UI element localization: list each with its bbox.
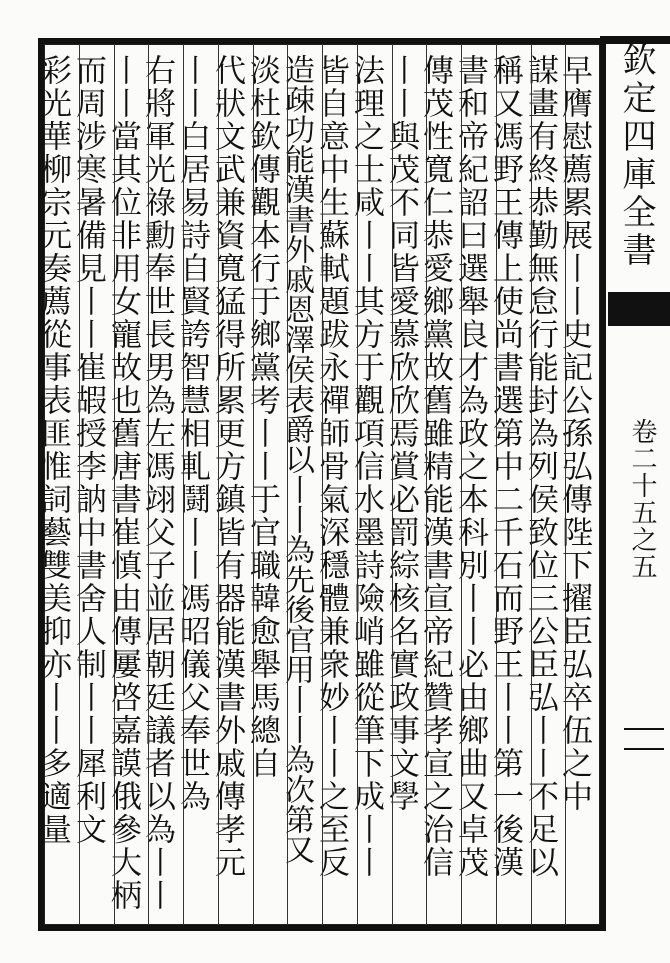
text-column: 而周涉寒暑備見丨丨崔嘏授李訥中書舍人制丨丨犀利文 [70,54,106,846]
column-rule [114,44,115,925]
text-column: 代狀文武兼資寬猛得所累更方鎮皆有器能漢書外戚傳孝元 [209,54,245,879]
column-rule [322,44,323,925]
text-column: 右將軍光祿勳奉世長男為左馮翊父子並居朝廷議者以為丨丨 [139,54,175,912]
text-column: 丨丨白居易詩自賢誇智慧相軋鬪丨丨馮昭儀父奉世為 [174,54,210,813]
margin-tick-mark [624,748,664,750]
text-column: 書和帝紀詔曰選舉良才為政之本科別丨丨必由鄉曲又卓茂 [452,54,488,879]
column-rule [148,44,149,925]
column-rule [357,44,358,925]
fold-tab-mark [608,292,670,326]
text-column: 丨丨當其位非用女寵故也舊唐書崔慎由傳屢啓嘉謨俄參大柄 [105,54,141,912]
text-column: 早膺慰薦累展丨丨史記公孫弘傳陛下擢臣弘卒伍之中 [556,54,592,813]
text-column: 淡杜欽傳觀本行于鄉黨考丨丨于官職韓愈舉馬總自 [244,54,280,780]
text-column: 謀畫有終恭勤無怠行能封為列侯致位三公臣弘丨丨不足以 [522,54,558,879]
column-rule [79,44,80,925]
volume-label: 卷二十五之五 [627,418,657,580]
column-rule [426,44,427,925]
column-rule [461,44,462,925]
column-rule [218,44,219,925]
text-column: 彩光華柳宗元奏薦從事表匪惟詞藝雙美抑亦丨丨多適量 [35,54,71,846]
text-column: 法理之士咸丨丨其方于觀項信水墨詩險峭雖從筆下成丨丨 [348,54,384,879]
column-rule [253,44,254,925]
text-column: 造疎功能漢書外戚恩澤侯表爵以丨丨為先後官用丨丨為次第又 [279,54,314,864]
column-rule [183,44,184,925]
column-rule [531,44,532,925]
text-column: 傳茂性寬仁恭愛鄉黨故舊雖精能漢書宣帝紀贊孝宣之治信 [417,54,453,879]
header-title: 欽定四庫全書 [616,42,656,270]
text-column: 稱又馮野王傳上使尚書選第中二千石而野王丨丨第一後漢 [487,54,523,879]
margin-tick-mark [624,728,664,730]
text-column: 丨丨與茂不同皆愛慕欣欣焉賞必罰綜核名實政事文學 [383,54,419,813]
column-rule [496,44,497,925]
text-column: 皆自意中生蘇軾題跋永禪師骨氣深穩體兼衆妙丨丨之至反 [313,54,349,879]
column-rule [392,44,393,925]
column-rule [565,44,566,925]
column-rule [287,44,288,925]
